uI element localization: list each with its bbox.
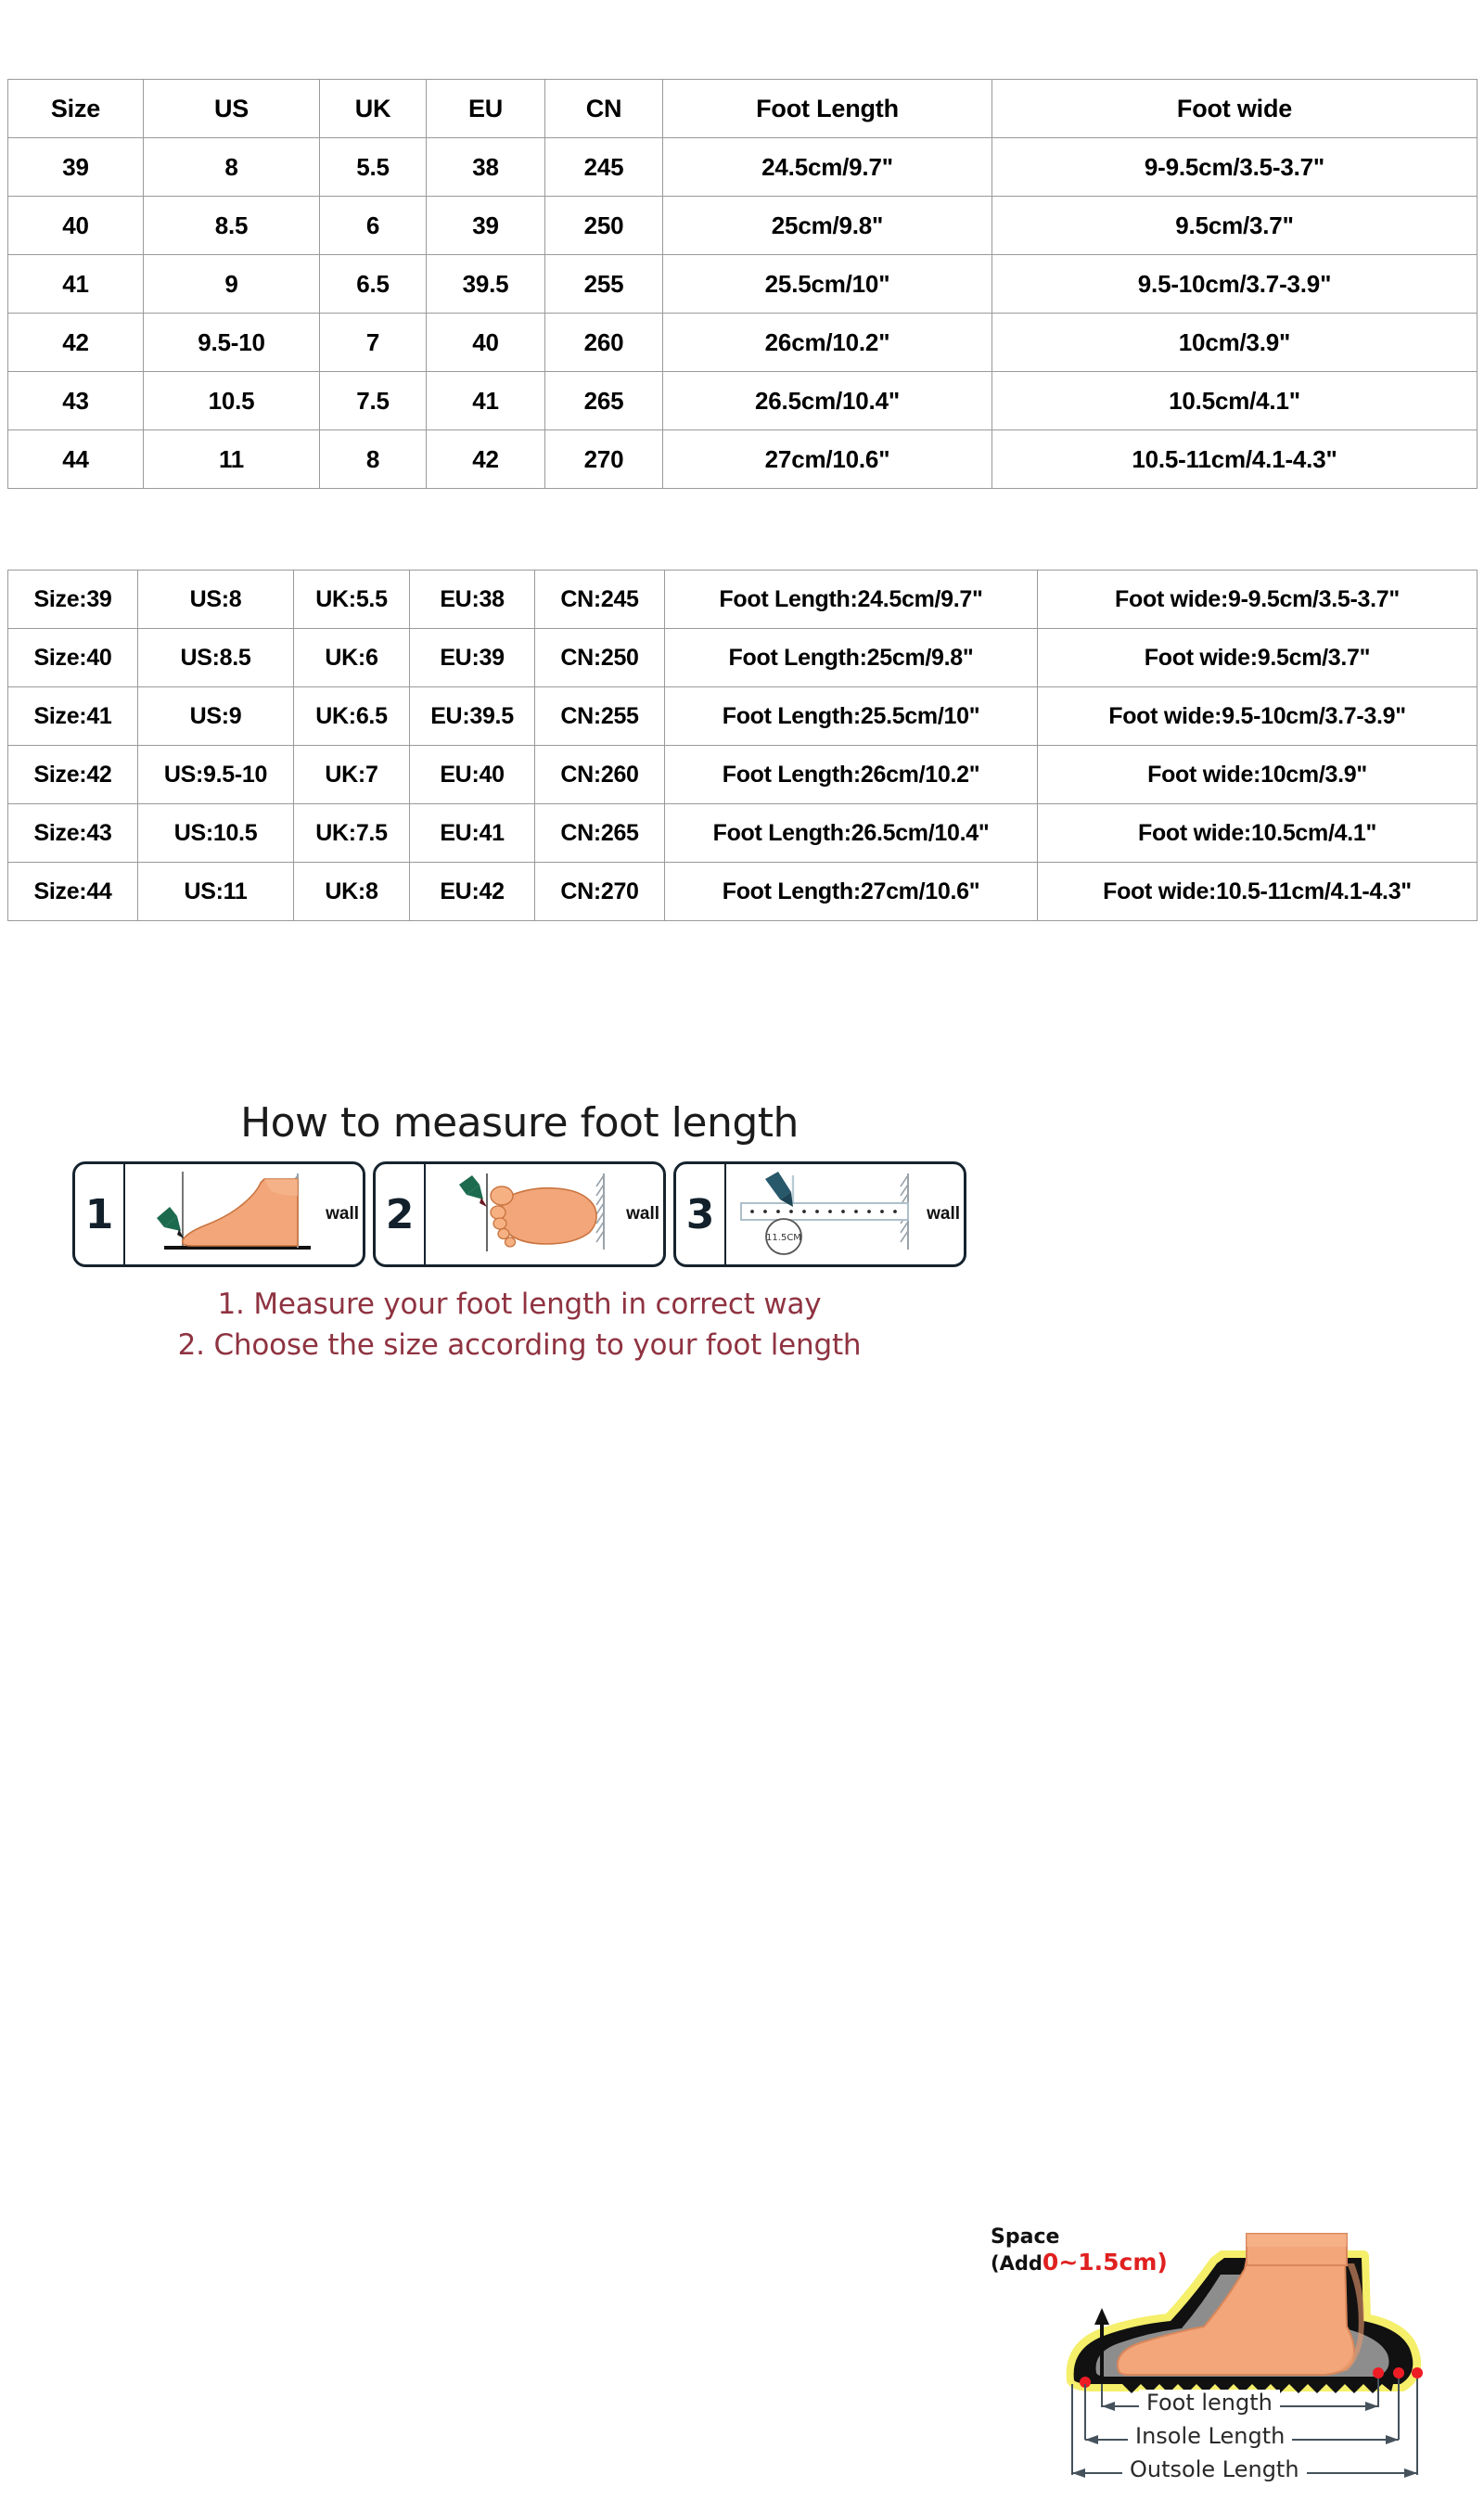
cell-uk: 5.5: [320, 138, 427, 197]
side-foot-wall-icon: [125, 1164, 359, 1261]
cell-foot-wide: Foot wide:10.5cm/4.1": [1038, 804, 1478, 863]
table-row: [8, 863, 1478, 921]
cell-uk: 6.5: [320, 255, 427, 314]
cell-size: Size:40: [8, 629, 138, 687]
cell-foot-length: Foot Length:26cm/10.2": [665, 746, 1038, 804]
space-label-title: Space: [991, 2225, 1060, 2249]
column-header-eu: EU: [427, 80, 545, 138]
cell-size: Size:43: [8, 804, 138, 863]
measure-dot-heel-foot: [1373, 2367, 1384, 2378]
table-row: [8, 687, 1478, 746]
cell-cn: CN:270: [535, 863, 665, 921]
cell-uk: UK:6.5: [294, 687, 410, 746]
cell-us: US:11: [138, 863, 294, 921]
cell-eu: 39.5: [427, 255, 545, 314]
cell-us: 10.5: [144, 372, 320, 430]
instruction-line-1: 1. Measure your foot length in correct way: [217, 1288, 822, 1321]
table-row: [8, 430, 1478, 489]
steps-row: [56, 1161, 983, 1267]
step-number-1: 1: [75, 1164, 125, 1264]
cell-size: 44: [8, 430, 144, 489]
cell-eu: EU:41: [410, 804, 535, 863]
cell-eu: EU:40: [410, 746, 535, 804]
cell-us: 9.5-10: [144, 314, 320, 372]
column-header-foot-length: Foot Length: [663, 80, 992, 138]
size-chart-table-plain: [7, 79, 1477, 489]
measure-dot-heel-insole: [1393, 2367, 1404, 2378]
instruction-line-2: 2. Choose the size according to your foot length: [177, 1328, 862, 1363]
cell-us: US:8.5: [138, 629, 294, 687]
wall-label-2: wall: [626, 1204, 659, 1224]
table-row: [8, 571, 1478, 629]
cell-foot-length: 25.5cm/10": [663, 255, 992, 314]
cell-us: US:9: [138, 687, 294, 746]
size-table-2: [7, 570, 1478, 921]
wall-label-3: wall: [927, 1204, 960, 1224]
cell-foot-length: Foot Length:25cm/9.8": [665, 629, 1038, 687]
cell-cn: 250: [545, 197, 663, 255]
cell-cn: 245: [545, 138, 663, 197]
table-row: [8, 804, 1478, 863]
table-row: [8, 255, 1478, 314]
table-row: [8, 372, 1478, 430]
cell-foot-wide: 10.5cm/4.1": [992, 372, 1478, 430]
cell-size: Size:44: [8, 863, 138, 921]
top-foot-wall-icon: [426, 1164, 659, 1261]
space-label-prefix: (Add: [991, 2251, 1043, 2275]
cell-cn: 270: [545, 430, 663, 489]
cell-uk: 6: [320, 197, 427, 255]
cell-eu: EU:39: [410, 629, 535, 687]
cell-cn: 265: [545, 372, 663, 430]
cell-foot-length: Foot Length:24.5cm/9.7": [665, 571, 1038, 629]
cell-size: 40: [8, 197, 144, 255]
cell-foot-wide: Foot wide:9-9.5cm/3.5-3.7": [1038, 571, 1478, 629]
cell-us: US:10.5: [138, 804, 294, 863]
cell-us: 9: [144, 255, 320, 314]
cell-foot-length: 24.5cm/9.7": [663, 138, 992, 197]
cell-foot-length: Foot Length:26.5cm/10.4": [665, 804, 1038, 863]
cell-size: 43: [8, 372, 144, 430]
cell-foot-length: Foot Length:25.5cm/10": [665, 687, 1038, 746]
instructions-block: [56, 1284, 983, 1365]
dimension-label-foot-length: Foot length: [1139, 2390, 1280, 2416]
measure-title: How to measure foot length: [240, 1099, 799, 1147]
cell-size: 39: [8, 138, 144, 197]
cell-size: Size:39: [8, 571, 138, 629]
cell-foot-length: 26.5cm/10.4": [663, 372, 992, 430]
measure-dot-heel-outsole: [1412, 2367, 1423, 2378]
cell-eu: EU:42: [410, 863, 535, 921]
shoe-cross-section-diagram: [983, 2208, 1456, 2495]
cell-us: 8: [144, 138, 320, 197]
step-number-3: 3: [676, 1164, 726, 1264]
table-row: [8, 138, 1478, 197]
cell-cn: 255: [545, 255, 663, 314]
cell-size: Size:42: [8, 746, 138, 804]
table-row: [8, 629, 1478, 687]
table-row: [8, 197, 1478, 255]
space-label-detail: [991, 2250, 1168, 2276]
cell-us: 11: [144, 430, 320, 489]
ruler-value-label: 11.5CM: [766, 1233, 801, 1243]
cell-cn: CN:255: [535, 687, 665, 746]
cell-foot-wide: 9.5cm/3.7": [992, 197, 1478, 255]
cell-cn: CN:250: [535, 629, 665, 687]
cell-eu: 41: [427, 372, 545, 430]
step-3-illustration: [726, 1164, 964, 1264]
cell-uk: UK:6: [294, 629, 410, 687]
cell-eu: 40: [427, 314, 545, 372]
cell-foot-wide: Foot wide:10cm/3.9": [1038, 746, 1478, 804]
cell-size: Size:41: [8, 687, 138, 746]
cell-eu: 38: [427, 138, 545, 197]
column-header-uk: UK: [320, 80, 427, 138]
cell-size: 41: [8, 255, 144, 314]
step-number-2: 2: [376, 1164, 426, 1264]
column-header-size: Size: [8, 80, 144, 138]
cell-foot-length: 27cm/10.6": [663, 430, 992, 489]
cell-cn: CN:260: [535, 746, 665, 804]
cell-uk: 8: [320, 430, 427, 489]
size-table-1: [7, 79, 1478, 489]
cell-foot-wide: Foot wide:9.5-10cm/3.7-3.9": [1038, 687, 1478, 746]
table-header-row: [8, 80, 1478, 138]
cell-uk: UK:8: [294, 863, 410, 921]
cell-uk: UK:7.5: [294, 804, 410, 863]
dimension-label-insole-length: Insole Length: [1128, 2423, 1292, 2449]
cell-cn: CN:265: [535, 804, 665, 863]
cell-cn: 260: [545, 314, 663, 372]
cell-foot-wide: 9.5-10cm/3.7-3.9": [992, 255, 1478, 314]
cell-uk: UK:5.5: [294, 571, 410, 629]
cell-foot-wide: 9-9.5cm/3.5-3.7": [992, 138, 1478, 197]
space-label-value: 0~1.5cm): [1042, 2248, 1168, 2276]
cell-uk: UK:7: [294, 746, 410, 804]
cell-eu: 39: [427, 197, 545, 255]
cell-us: 8.5: [144, 197, 320, 255]
cell-size: 42: [8, 314, 144, 372]
wall-label-1: wall: [326, 1204, 359, 1224]
column-header-foot-wide: Foot wide: [992, 80, 1478, 138]
measure-step-3: [673, 1161, 966, 1267]
cell-foot-wide: 10.5-11cm/4.1-4.3": [992, 430, 1478, 489]
cell-us: US:9.5-10: [138, 746, 294, 804]
step-1-illustration: [125, 1164, 363, 1264]
cell-cn: CN:245: [535, 571, 665, 629]
cell-eu: EU:38: [410, 571, 535, 629]
cell-eu: 42: [427, 430, 545, 489]
column-header-us: US: [144, 80, 320, 138]
cell-uk: 7.5: [320, 372, 427, 430]
table-row: [8, 746, 1478, 804]
column-header-cn: CN: [545, 80, 663, 138]
cell-uk: 7: [320, 314, 427, 372]
measure-steps-panel: [56, 1099, 983, 1365]
cell-eu: EU:39.5: [410, 687, 535, 746]
table-row: [8, 314, 1478, 372]
cell-foot-length: Foot Length:27cm/10.6": [665, 863, 1038, 921]
cell-foot-wide: Foot wide:10.5-11cm/4.1-4.3": [1038, 863, 1478, 921]
step-2-illustration: [426, 1164, 663, 1264]
measure-step-1: [72, 1161, 365, 1267]
cell-foot-wide: Foot wide:9.5cm/3.7": [1038, 629, 1478, 687]
ruler-measure-icon: [726, 1164, 960, 1261]
cell-us: US:8: [138, 571, 294, 629]
cell-foot-length: 25cm/9.8": [663, 197, 992, 255]
measure-step-2: [373, 1161, 666, 1267]
dimension-label-outsole-length: Outsole Length: [1122, 2456, 1307, 2482]
how-to-measure-section: [0, 1099, 1484, 2482]
space-allowance-label: [991, 2226, 1168, 2276]
size-chart-table-labeled: [7, 570, 1477, 921]
cell-foot-wide: 10cm/3.9": [992, 314, 1478, 372]
cell-foot-length: 26cm/10.2": [663, 314, 992, 372]
